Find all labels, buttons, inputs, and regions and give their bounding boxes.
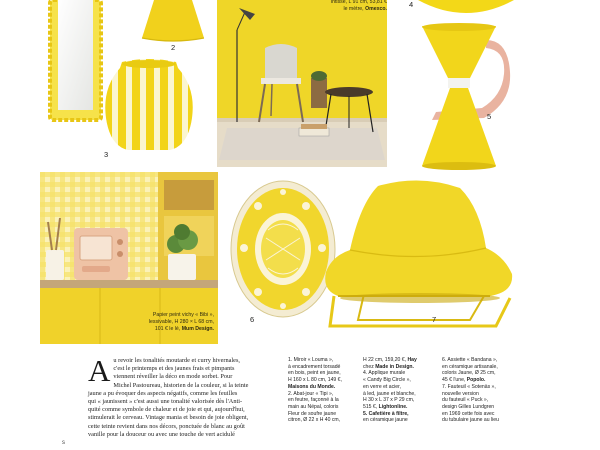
lampshade-photo [140, 0, 206, 44]
wall-lamp-photo [412, 0, 520, 14]
page-marker: s [62, 440, 65, 446]
article-dropcap: A [88, 353, 111, 388]
wallpaper-caption: Papier peint vichy « Bibi », lessivable, H 280 × L 68 cm, 101 € le lé, Mum Design. [148, 312, 214, 332]
article-line: c'est le printemps et des jaunes frais et pimpants [113, 365, 235, 373]
armchair-photo [320, 178, 520, 330]
credits-column-3: 6. Assiette « Bandana », en céramique artisanale, coloris Jaune, Ø 25 cm, 45 € l'une, Popolo. 7. Fauteuil « Sotenäs », nouvelle version du fauteuil « Puck », design Gilles Lundgren en 1969 cette fois avec du tubulaire jaune au lieu [442, 357, 499, 424]
room-caption: intissé, L 91 cm, 53,81 € le mètre, Omexco. [330, 0, 387, 12]
article-line: stimulerait le cerveau. Vintage mania et besoin de joie obligent, [88, 414, 249, 422]
article-intro [88, 353, 274, 439]
item-number-3: 3 [104, 150, 109, 159]
article-line: cette teinte revient dans nos décors, ponctuée de blanc au goût [88, 422, 245, 430]
article-line: Michel Pastoureau, historien de la couleur, si la teinte [113, 381, 249, 389]
article-line: u revoir les tonalités moutarde et curry hivernales, [113, 357, 240, 364]
article-line: vanille pour la douceur ou avec une touche de vert acidulé [88, 430, 235, 438]
room-scene-photo [217, 0, 387, 167]
item-number-4: 4 [409, 0, 414, 9]
article-line: jaune a pu évoquer des aspects négatifs, comme les feuilles [88, 389, 238, 397]
item-number-7: 7 [432, 315, 437, 324]
item-number-6: 6 [250, 315, 255, 324]
article-line: viennent réveiller la déco en mode sorbet. Pour [113, 373, 233, 381]
article-line: quité comme symbole de chaleur et de joie et qui, aujourd'hui, [88, 406, 245, 414]
kitchen-wallpaper-photo [40, 172, 218, 344]
coffee-pot-photo [412, 22, 512, 172]
vase-photo [100, 58, 198, 153]
credits-column-1: 1. Miroir « Louma », à encadrement torsadé en bois, peint en jaune, H 160 x L 80 cm, 149 €, Maisons du Monde. 2. Abat-jour « Tipi », en feutre, façonné à la main au Népal, coloris Fleur de soufre jaune citron, Ø 22 x H 40 cm, [288, 357, 342, 424]
article-line: qui « jaunissent » c'est aussi une tonalité valorisée dès l'Anti- [88, 398, 243, 406]
credits-column-2: H 22 cm, 159,20 €, Hay chez Made in Design. 4. Applique murale « Candy Big Circle », en verre et acier, à led, jaune et blanche, H 30 x L 37 x P 29 cm, 515 €, Lightonline. 5. Cafetière à filtre, en céramique jaune [363, 357, 417, 424]
item-number-2: 2 [171, 43, 176, 52]
mirror-photo [48, 0, 103, 122]
item-number-5: 5 [487, 112, 492, 121]
